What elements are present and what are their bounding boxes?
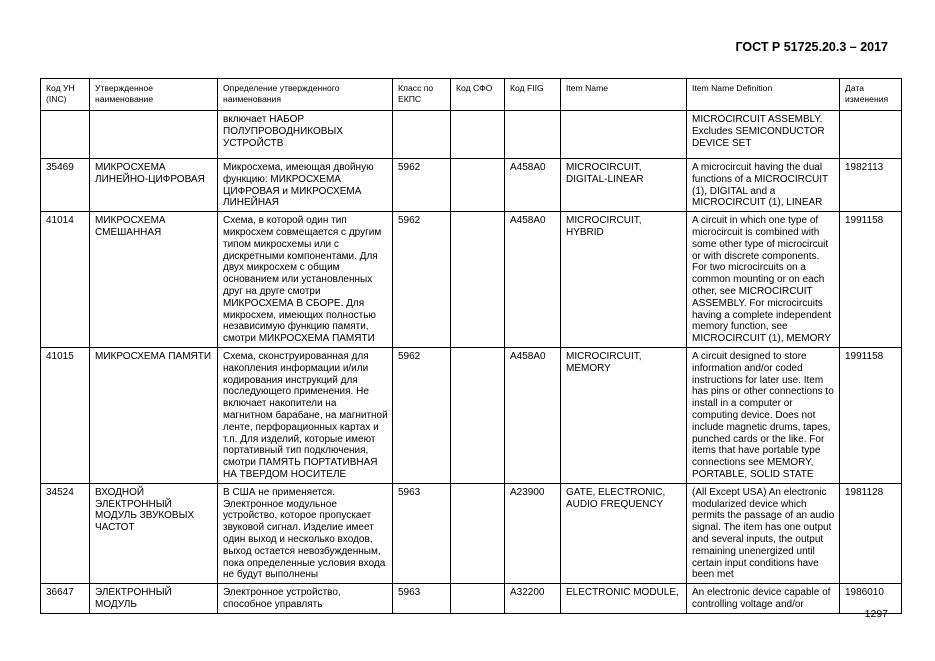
cell-fiig (505, 111, 561, 159)
cell-code: 36647 (41, 584, 90, 614)
cell-item-def: A microcircuit having the dual functions of a MICROCIRCUIT (1), DIGITAL and a MICROCIRCUIT (1), LINEAR (687, 159, 840, 212)
header-item-name: Item Name (561, 79, 687, 111)
cell-sfo (451, 111, 505, 159)
cell-sfo (451, 212, 505, 348)
cell-sfo (451, 159, 505, 212)
cell-code: 35469 (41, 159, 90, 212)
cell-item-name: MICROCIRCUIT, MEMORY (561, 347, 687, 483)
document-title: ГОСТ Р 51725.20.3 – 2017 (735, 40, 888, 54)
cell-date: 1982113 (840, 159, 902, 212)
cell-definition: Микросхема, имеющая двойную функцию: МИКРОСХЕМА ЦИФРОВАЯ и МИКРОСХЕМА ЛИНЕЙНАЯ (218, 159, 393, 212)
cell-fiig: A32200 (505, 584, 561, 614)
table-row (41, 212, 902, 348)
header-item-name-definition: Item Name Definition (687, 79, 840, 111)
cell-fiig: A458A0 (505, 212, 561, 348)
cell-code: 41015 (41, 347, 90, 483)
cell-name: ЭЛЕКТРОННЫЙ МОДУЛЬ (90, 584, 218, 614)
header-fiig-code: Код FIIG (505, 79, 561, 111)
cell-name: МИКРОСХЕМА ПАМЯТИ (90, 347, 218, 483)
cell-ekps: 5963 (393, 483, 451, 583)
cell-name: МИКРОСХЕМА СМЕШАННАЯ (90, 212, 218, 348)
cell-code (41, 111, 90, 159)
cell-item-def: A circuit in which one type of microcircuit is combined with some other type of microcircuit or with discrete components. For two microcircuits on a common mounting or on each other, see MICROCIRCUIT ASSEMBLY. For microcircuits having a complete independent memory function, see MICROCIRCUIT (1), MEMORY (687, 212, 840, 348)
cell-ekps: 5962 (393, 159, 451, 212)
cell-item-name: GATE, ELECTRONIC, AUDIO FREQUENCY (561, 483, 687, 583)
cell-item-name: ELECTRONIC MODULE, (561, 584, 687, 614)
table-row (41, 584, 902, 614)
table-row (41, 347, 902, 483)
cell-fiig: A458A0 (505, 347, 561, 483)
cell-name: ВХОДНОЙ ЭЛЕКТРОННЫЙ МОДУЛЬ ЗВУКОВЫХ ЧАСТОТ (90, 483, 218, 583)
cell-ekps: 5963 (393, 584, 451, 614)
cell-ekps (393, 111, 451, 159)
cell-sfo (451, 483, 505, 583)
header-sfo-code: Код СФО (451, 79, 505, 111)
cell-date: 1981128 (840, 483, 902, 583)
header-row (41, 79, 902, 111)
header-definition: Определение утвержденного наименования (218, 79, 393, 111)
catalog-table (40, 78, 902, 614)
cell-name: МИКРОСХЕМА ЛИНЕЙНО-ЦИФРОВАЯ (90, 159, 218, 212)
table-row (41, 483, 902, 583)
cell-name (90, 111, 218, 159)
cell-item-def: (All Except USA) An electronic modularized device which permits the passage of an audio signal. The item has one output and several inputs, the output remaining unenergized until certain input conditions have been met (687, 483, 840, 583)
cell-date: 1991158 (840, 347, 902, 483)
cell-ekps: 5962 (393, 212, 451, 348)
table-row (41, 111, 902, 159)
table-row (41, 159, 902, 212)
cell-fiig: A458A0 (505, 159, 561, 212)
cell-item-def: A circuit designed to store information and/or coded instructions for later use. Item has pins or other connections to install in a computer or computing device. Does not include magnetic drums, tapes, punched cards or the like. For items that have portable type connections see MEMORY, PORTABLE, SOLID STATE (687, 347, 840, 483)
cell-fiig: A23900 (505, 483, 561, 583)
cell-item-name: MICROCIRCUIT, DIGITAL-LINEAR (561, 159, 687, 212)
header-ekps-class: Класс по ЕКПС (393, 79, 451, 111)
cell-item-def: An electronic device capable of controlling voltage and/or (687, 584, 840, 614)
cell-sfo (451, 584, 505, 614)
cell-definition: включает НАБОР ПОЛУПРОВОДНИКОВЫХ УСТРОЙСТВ (218, 111, 393, 159)
header-approved-name: Утвержденное наименование (90, 79, 218, 111)
cell-code: 34524 (41, 483, 90, 583)
cell-date: 1986010 (840, 584, 902, 614)
cell-sfo (451, 347, 505, 483)
cell-date: 1991158 (840, 212, 902, 348)
cell-date (840, 111, 902, 159)
cell-ekps: 5962 (393, 347, 451, 483)
page-number: 1297 (864, 608, 888, 620)
cell-code: 41014 (41, 212, 90, 348)
cell-item-name: MICROCIRCUIT, HYBRID (561, 212, 687, 348)
cell-item-def: MICROCIRCUIT ASSEMBLY. Excludes SEMICONDUCTOR DEVICE SET (687, 111, 840, 159)
cell-definition: Электронное устройство, способное управлять (218, 584, 393, 614)
cell-item-name (561, 111, 687, 159)
cell-definition: В США не применяется. Электронное модульное устройство, которое пропускает звуковой сигнал. Изделие имеет один выход и несколько входов, выход остается невозбужденным, пока определенные условия входа не будут выполнены (218, 483, 393, 583)
header-change-date: Дата изменения (840, 79, 902, 111)
cell-definition: Схема, сконструированная для накопления информации и/или кодирования инструкций для последующего применения. Не включает накопители на магнитном барабане, на магнитной ленте, перфорационных картах и т.п. Для изделий, которые имеют портативный тип подключения, смотри ПАМЯТЬ ПОРТАТИВНАЯ НА ТВЕРДОМ НОСИТЕЛЕ (218, 347, 393, 483)
header-code-un: Код УН (INC) (41, 79, 90, 111)
cell-definition: Схема, в которой один тип микросхем совмещается с другим типом микросхемы или с дискретными компонентами. Для двух микросхем с общим основанием или установленных друг на друге смотри МИКРОСХЕМА В СБОРЕ. Для микросхем, имеющих полностью независимую функцию памяти, смотри МИКРОСХЕМА ПАМЯТИ (218, 212, 393, 348)
